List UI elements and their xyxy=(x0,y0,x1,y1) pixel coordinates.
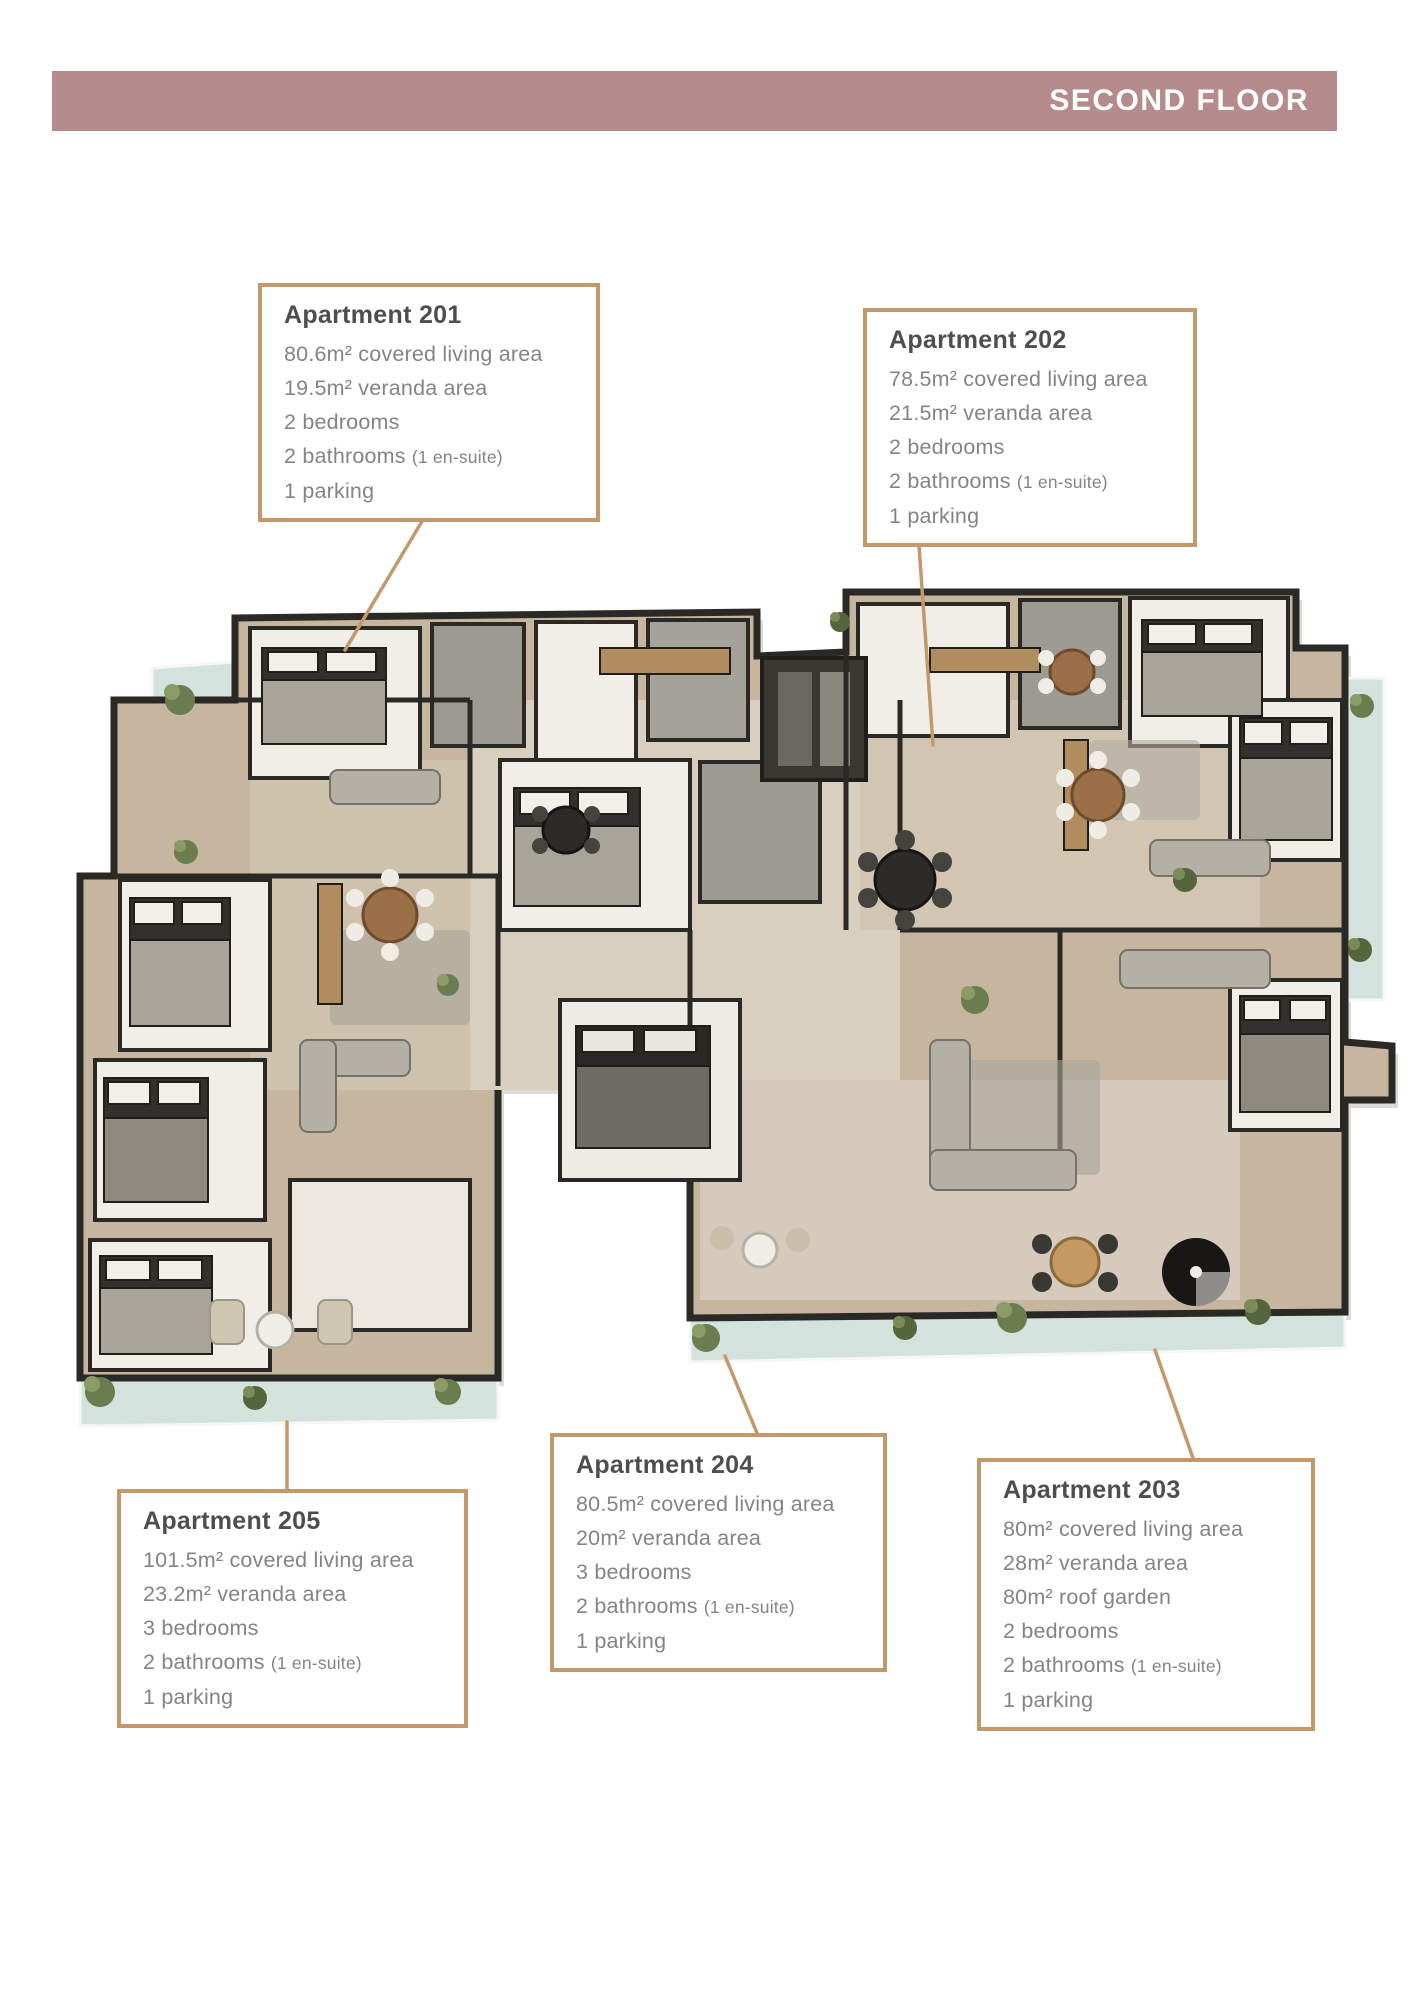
apartment-201-card xyxy=(258,283,600,522)
connector-204 xyxy=(725,1356,757,1433)
apartment-201-bedrooms: 2 bedrooms xyxy=(284,410,400,434)
apartment-201-bathrooms: 2 bathrooms (1 en-suite) xyxy=(284,444,503,468)
lounge-chair xyxy=(210,1300,244,1344)
apartment-204-veranda-area: 20m² veranda area xyxy=(576,1526,762,1550)
page-title: SECOND FLOOR xyxy=(1049,84,1309,117)
terrace-chair xyxy=(1098,1272,1118,1292)
terrace-chair xyxy=(1098,1234,1118,1254)
apartment-202-card xyxy=(863,308,1197,547)
apartment-203-bedrooms: 2 bedrooms xyxy=(1003,1619,1119,1643)
apartment-201-veranda-area: 19.5m² veranda area xyxy=(284,376,488,400)
apartment-201-covered-area: 80.6m² covered living area xyxy=(284,342,543,366)
apartment-202-bedrooms: 2 bedrooms xyxy=(889,435,1005,459)
plant xyxy=(893,1316,917,1340)
bed-203a xyxy=(1240,718,1332,840)
plant xyxy=(961,986,989,1014)
apartment-201-title: Apartment 201 xyxy=(284,301,462,329)
bed-205b xyxy=(104,1078,208,1202)
terrace-chair xyxy=(710,1226,734,1250)
bed-205a xyxy=(130,898,230,1026)
room-living-205 xyxy=(290,1180,470,1330)
apartment-202-bathrooms: 2 bathrooms (1 en-suite) xyxy=(889,469,1108,493)
plant xyxy=(1173,868,1197,892)
plant xyxy=(830,612,850,632)
apartment-205-card xyxy=(117,1489,468,1728)
apartment-203-card xyxy=(977,1458,1315,1731)
lounge-chair xyxy=(318,1300,352,1344)
bed-204b xyxy=(576,1026,710,1148)
sofa-202 xyxy=(1150,840,1270,876)
apartment-204-covered-area: 80.5m² covered living area xyxy=(576,1492,835,1516)
spiral-staircase xyxy=(1162,1238,1230,1306)
terrace-chair xyxy=(786,1228,810,1252)
terrace-chair xyxy=(1032,1234,1052,1254)
apartment-204-bathrooms: 2 bathrooms (1 en-suite) xyxy=(576,1594,795,1618)
plant xyxy=(243,1386,267,1410)
terrace-table-round xyxy=(743,1233,777,1267)
bed-201a xyxy=(262,648,386,744)
bed-205c xyxy=(100,1256,212,1354)
apartment-203-parking: 1 parking xyxy=(1003,1688,1094,1712)
apartment-203-roof-garden: 80m² roof garden xyxy=(1003,1585,1172,1609)
apartment-202-parking: 1 parking xyxy=(889,504,980,528)
apartment-203-covered-area: 80m² covered living area xyxy=(1003,1517,1244,1541)
plant xyxy=(692,1324,720,1352)
terrace-table-round xyxy=(257,1312,293,1348)
apartment-202-veranda-area: 21.5m² veranda area xyxy=(889,401,1093,425)
plant xyxy=(1348,938,1372,962)
apartment-205-covered-area: 101.5m² covered living area xyxy=(143,1548,414,1572)
room-bath-201 xyxy=(432,624,524,746)
plant xyxy=(1350,694,1374,718)
apartment-204-title: Apartment 204 xyxy=(576,1451,754,1479)
apartment-202-covered-area: 78.5m² covered living area xyxy=(889,367,1148,391)
apartment-201-parking: 1 parking xyxy=(284,479,375,503)
apartment-203-title: Apartment 203 xyxy=(1003,1476,1181,1504)
apartment-203-veranda-area: 28m² veranda area xyxy=(1003,1551,1189,1575)
connector-203 xyxy=(1155,1350,1193,1458)
bed-203b xyxy=(1240,996,1330,1112)
terrace-chair xyxy=(1032,1272,1052,1292)
apartment-205-title: Apartment 205 xyxy=(143,1507,321,1535)
elevator-core xyxy=(762,658,866,780)
apartment-205-bathrooms: 2 bathrooms (1 en-suite) xyxy=(143,1650,362,1674)
apartment-204-card xyxy=(550,1433,887,1672)
apartment-203-bathrooms: 2 bathrooms (1 en-suite) xyxy=(1003,1653,1222,1677)
apartment-205-parking: 1 parking xyxy=(143,1685,234,1709)
room-bedroom-201b xyxy=(536,622,636,772)
sofa-203 xyxy=(1120,950,1270,988)
room-bath-201b xyxy=(648,620,748,740)
room-bath-204 xyxy=(700,762,820,902)
apartment-205-bedrooms: 3 bedrooms xyxy=(143,1616,259,1640)
plant xyxy=(174,840,198,864)
terrace-dining-table xyxy=(1051,1238,1099,1286)
plant xyxy=(437,974,459,996)
apartment-205-veranda-area: 23.2m² veranda area xyxy=(143,1582,347,1606)
dining-table-201 xyxy=(532,806,600,854)
apartment-204-bedrooms: 3 bedrooms xyxy=(576,1560,692,1584)
bed-202b xyxy=(1142,620,1262,716)
apartment-204-parking: 1 parking xyxy=(576,1629,667,1653)
apartment-202-title: Apartment 202 xyxy=(889,326,1067,354)
sofa-201 xyxy=(330,770,440,804)
